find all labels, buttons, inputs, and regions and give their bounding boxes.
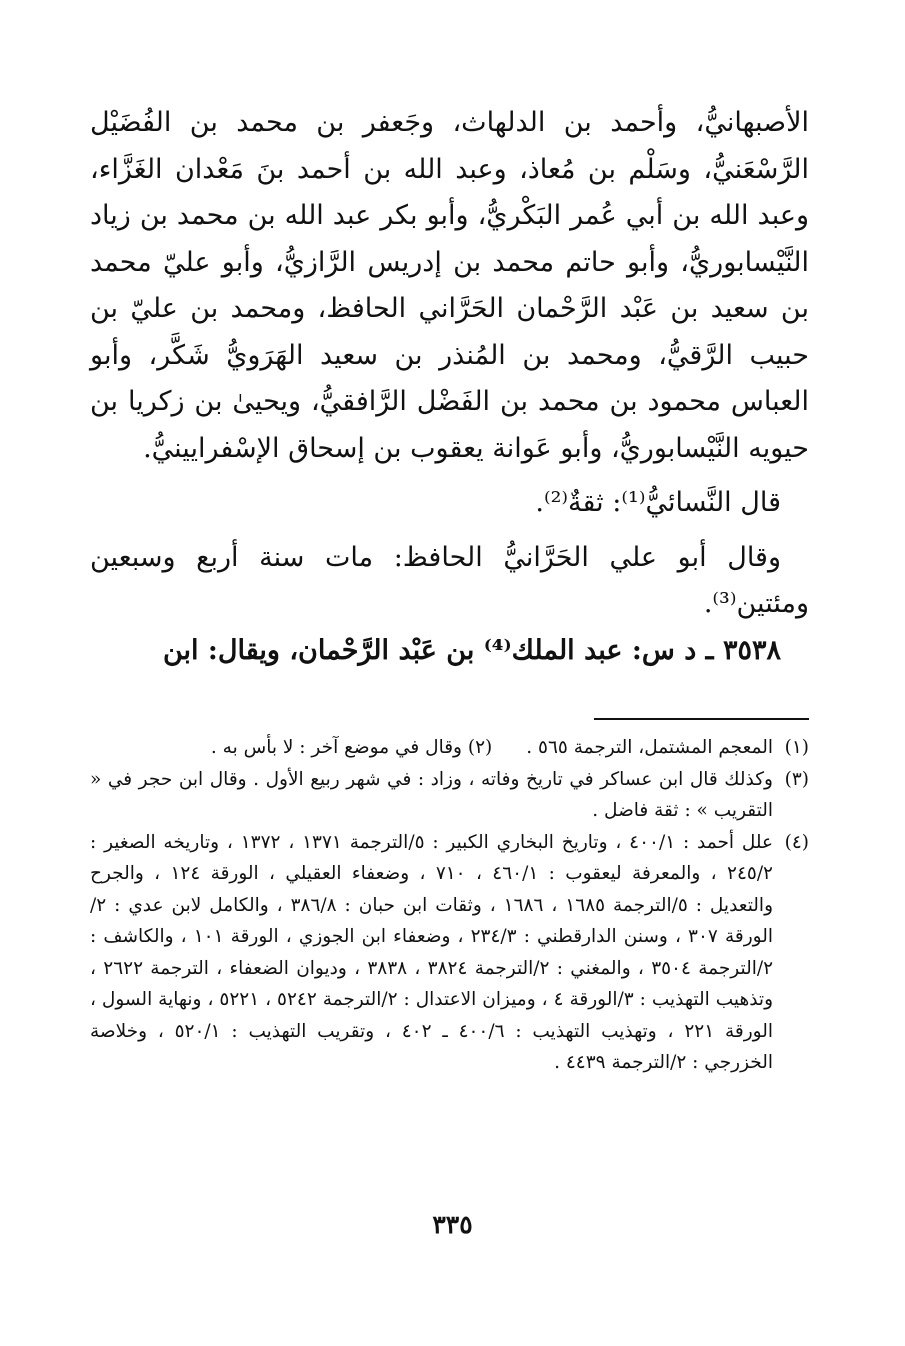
main-text: [90, 100, 809, 674]
footnotes: [90, 732, 809, 1079]
footnote-number: (٣): [784, 768, 809, 790]
narrators-paragraph: الأصبهانيُّ، وأحمد بن الدلهاث، وجَعفر بن محمد بن الفُضَيْل الرَّسْعَنيُّ، وسَلْم بن مُعاذ، وعبد الله بن أحمد بنَ مَعْدان الغَزَّاء، وعبد الله بن أبي عُمر البَكْريُّ، وأبو بكر عبد الله بن محمد بن زياد النَّيْسابوريُّ، وأبو حاتم محمد بن إدريس الرَّازيُّ، وأبو عليّ محمد بن سعيد بن عَبْد الرَّحْمان الحَرَّاني الحافظ، ومحمد بن عليّ بن حبيب الرَّقيُّ، ومحمد بن المُنذر بن سعيد الهَرَويُّ شَكَّر، وأبو العباس محمود بن محمد بن الفَضْل الرَّافقيُّ، ويحيىٰ بن زكريا بن حيويه النَّيْسابوريُّ، وأبو عَوانة يعقوب بن إسحاق الإسْفرايينيُّ.: [90, 107, 809, 464]
footnote-number: (١): [784, 737, 809, 758]
footnote-text: المعجم المشتمل، الترجمة ٥٦٥ .: [526, 737, 773, 758]
page-number: ٣٣٥: [432, 1210, 473, 1239]
death-date-statement: وقال أبو علي الحَرَّانيُّ الحافظ: مات سنة أربع وسبعين ومئتين⁽³⁾.: [90, 541, 809, 619]
footnote-number: (٤): [784, 831, 809, 853]
footnote-text: وقال في موضع آخر : لا بأس به .: [210, 737, 462, 758]
footnote-3: [90, 764, 809, 827]
footnote-1-2: [90, 732, 809, 764]
footnote-divider: [594, 718, 809, 720]
footnote-text: وكذلك قال ابن عساكر في تاريخ وفاته ، وزاد : في شهر ربيع الأول . وقال ابن حجر في « التقريب » : ثقة فاضل .: [90, 768, 773, 821]
footnote-number: (٢): [467, 737, 493, 758]
footnote-text: علل أحمد : ٤٠٠/١ ، وتاريخ البخاري الكبير : ٥/الترجمة ١٣٧١ ، ١٣٧٢ ، وتاريخه الصغير : ٢٤٥/٢ ، والمعرفة ليعقوب : ٤٦٠/١ ، ٧١٠ ، وضعفاء العقيلي ، الورقة ١٢٤ ، والجرح والتعديل : ٥/الترجمة ١٦٨٥ ، ١٦٨٦ ، وثقات ابن حبان : ٣٨٦/٨ ، والكامل لابن عدي : ٢/الورقة ٣٠٧ ، وسنن الدارقطني : ٢٣٤/٣ ، وضعفاء ابن الجوزي ، الورقة ١٠١ ، والكاشف : ٢/الترجمة ٣٥٠٤ ، والمغني : ٢/الترجمة ٣٨٢٤ ، ٣٨٣٨ ، وديوان الضعفاء ، الترجمة ٢٦٢٢ ، وتذهيب التهذيب : ٣/الورقة ٤ ، وميزان الاعتدال : ٢/الترجمة ٥٢٤٢ ، ٥٢٢١ ، ونهاية السول ، الورقة ٢٢١ ، وتهذيب التهذيب : ٤٠٠/٦ ـ ٤٠٢ ، وتقريب التهذيب : ٥٢٠/١ ، وخلاصة الخزرجي : ٢/الترجمة ٤٤٣٩ .: [90, 831, 774, 1073]
biography-entry-heading: ٣٥٣٨ ـ د س: عبد الملك⁽⁴⁾ بن عَبْد الرَّحْمان، ويقال: ابن: [162, 634, 781, 666]
footnote-4: [90, 827, 809, 1079]
nasai-statement: قال النَّسائيُّ⁽¹⁾: ثقةٌ⁽²⁾.: [535, 487, 781, 518]
